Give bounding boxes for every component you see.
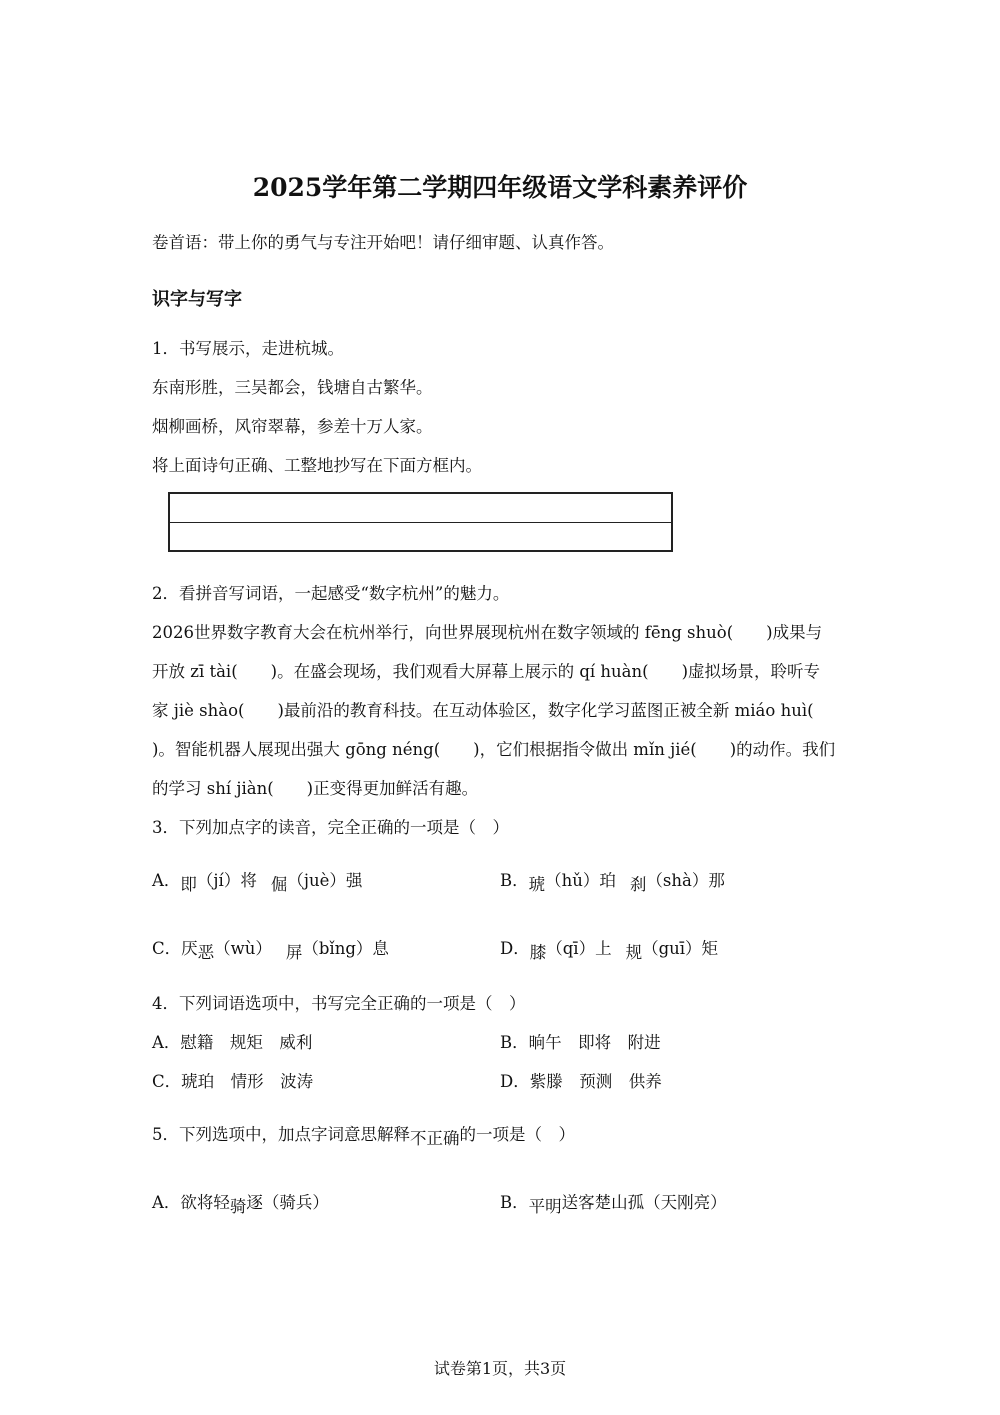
q5-stem-text: 的一项是（ ） <box>459 1125 575 1144</box>
q2-line: 家 jiè shào( )最前沿的教育科技。在互动体验区，数字化学习蓝图正被全新 miáo huì( <box>152 701 814 720</box>
dotted-char: 倔 <box>270 875 288 894</box>
section-heading: 识字与写字 <box>152 289 242 310</box>
writing-box[interactable] <box>168 492 673 552</box>
option-label: B． <box>500 871 529 890</box>
q3-option-a <box>152 870 362 892</box>
q1-poem-line: 烟柳画桥，风帘翠幕，参差十万人家。 <box>152 417 433 436</box>
q2-line: )。智能机器人展现出强大 gōng néng( )，它们根据指令做出 mǐn jié( )的动作。我们 <box>152 740 836 759</box>
page-footer: 试卷第1页，共3页 <box>433 1359 567 1378</box>
option-text: （qī）上 <box>546 939 612 958</box>
dotted-char: 规 <box>625 943 643 962</box>
q1-poem-line: 东南形胜，三吴都会，钱塘自古繁华。 <box>152 378 433 397</box>
option-label: C．厌 <box>152 939 198 958</box>
q2-line: 开放 zī tài( )。在盛会现场，我们观看大屏幕上展示的 qí huàn( )虚拟场景，聆听专 <box>152 662 821 681</box>
q3-option-b <box>500 870 725 892</box>
q3-option-d <box>500 938 718 960</box>
q4-option-a: A．慰籍 规矩 威利 <box>152 1033 313 1052</box>
option-text: A．欲将轻 <box>152 1193 230 1212</box>
q4-stem: 4．下列词语选项中，书写完全正确的一项是（ ） <box>152 994 526 1013</box>
dotted-char: 骑 <box>229 1197 247 1216</box>
option-text: 逐（骑兵） <box>246 1193 329 1212</box>
q4-option-c: C．琥珀 情形 波涛 <box>152 1072 314 1091</box>
option-label: B． <box>500 1193 529 1212</box>
exam-title: 2025学年第二学期四年级语文学科素养评价 <box>252 173 748 202</box>
dotted-char: 琥 <box>528 875 546 894</box>
option-text: （bǐng）息 <box>302 939 389 958</box>
dotted-char: 平明 <box>528 1197 562 1216</box>
option-text: （shà）那 <box>646 871 725 890</box>
option-text: （wù） <box>214 939 272 958</box>
q5-option-a <box>152 1192 329 1214</box>
q2-line: 2026世界数字教育大会在杭州举行，向世界展现杭州在数字领域的 fēng shuò( )成果与 <box>152 623 823 642</box>
option-label: A． <box>152 871 181 890</box>
option-text: （juè）强 <box>287 871 363 890</box>
dotted-char: 刹 <box>629 875 647 894</box>
q2-line: 的学习 shí jiàn( )正变得更加鲜活有趣。 <box>152 779 479 798</box>
option-text: （hǔ）珀 <box>545 871 616 890</box>
q1-instruction: 将上面诗句正确、工整地抄写在下面方框内。 <box>152 456 482 475</box>
q2-stem: 2．看拼音写词语，一起感受“数字杭州”的魅力。 <box>152 584 510 603</box>
q5-option-b <box>500 1192 727 1214</box>
q3-stem: 3．下列加点字的读音，完全正确的一项是（ ） <box>152 818 509 837</box>
q5-stem <box>152 1124 575 1146</box>
q5-stem-text: 5．下列选项中，加点字词意思解释 <box>152 1125 410 1144</box>
option-text: （guī）矩 <box>642 939 719 958</box>
dotted-char: 屏 <box>285 943 303 962</box>
q3-option-c <box>152 938 389 960</box>
preface: 卷首语：带上你的勇气与专注开始吧！请仔细审题、认真作答。 <box>152 233 614 252</box>
writing-box-divider <box>170 522 671 523</box>
dotted-char: 恶 <box>197 943 215 962</box>
q4-option-d: D．紫滕 预测 供养 <box>500 1072 662 1091</box>
q5-stem-emphasis: 不正确 <box>410 1129 460 1148</box>
dotted-char: 膝 <box>529 943 547 962</box>
q1-stem: 1．书写展示，走进杭城。 <box>152 339 344 358</box>
option-text: 送客楚山孤（天刚亮） <box>561 1193 727 1212</box>
dotted-char: 即 <box>180 875 197 894</box>
q4-option-b: B．晌午 即将 附进 <box>500 1033 661 1052</box>
option-label: D． <box>500 939 530 958</box>
option-text: （jí）将 <box>196 871 257 890</box>
